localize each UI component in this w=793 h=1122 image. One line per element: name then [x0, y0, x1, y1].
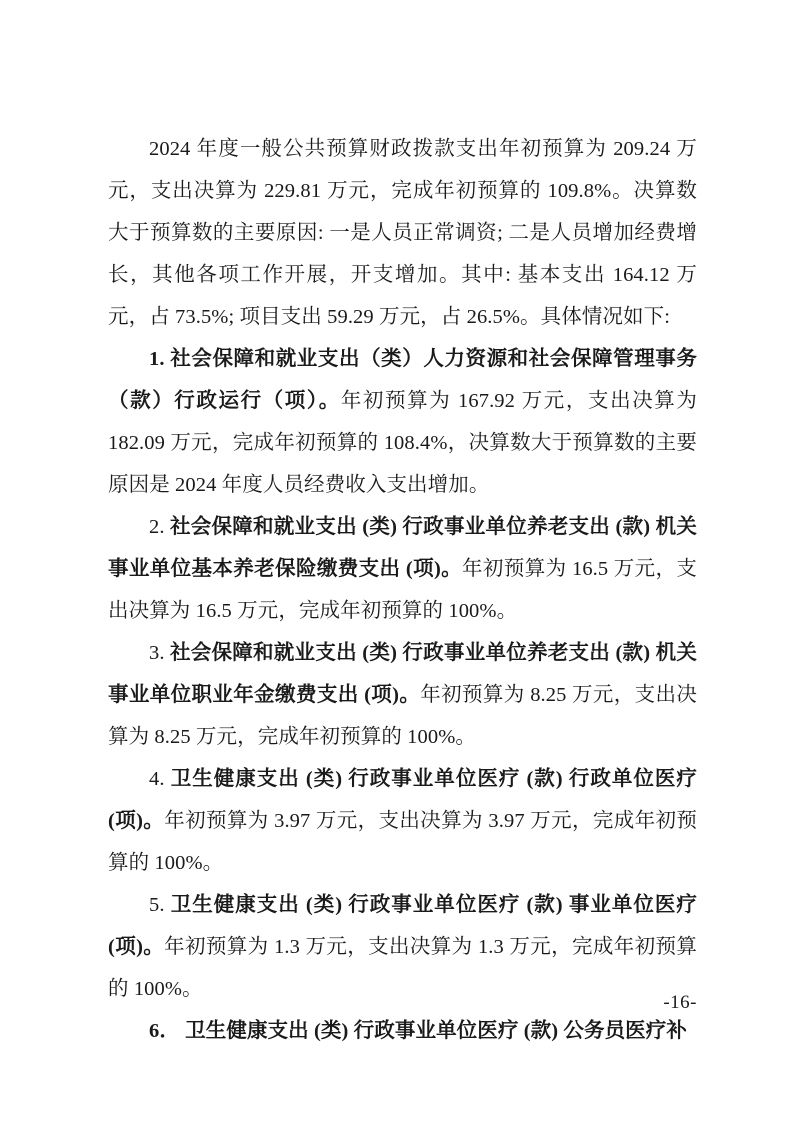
- text-run: 4.: [149, 768, 171, 790]
- paragraph-7: [108, 1010, 697, 1052]
- text-run: 3.: [149, 642, 170, 664]
- text-run: 年初预算为 8.25 万元，支出决算为 8.25 万元，完成年初预算的 100%。: [108, 684, 697, 748]
- paragraph-1: [108, 128, 697, 338]
- paragraph-5: [108, 758, 697, 884]
- paragraph-6: [108, 884, 697, 1010]
- paragraph-3: [108, 506, 697, 632]
- page-number: -16-: [663, 992, 697, 1013]
- paragraph-2: [108, 338, 697, 506]
- text-run: 年初预算为 167.92 万元，支出决算为 182.09 万元，完成年初预算的 108.4%，决算数大于预算数的主要原因是 2024 年度人员经费收入支出增加。: [108, 390, 697, 496]
- text-run: 社会保障和就业支出 (类) 行政事业单位养老支出 (款) 机关事业单位基本养老保险缴费支出 (项)。: [108, 516, 697, 580]
- text-run: 社会保障和就业支出 (类) 行政事业单位养老支出 (款) 机关事业单位职业年金缴费支出 (项)。: [108, 642, 697, 706]
- paragraph-4: [108, 632, 697, 758]
- text-run: 6． 卫生健康支出 (类) 行政事业单位医疗 (款) 公务员医疗补: [149, 1020, 687, 1042]
- text-run: 5.: [149, 894, 171, 916]
- text-run: 2.: [149, 516, 170, 538]
- text-run: 2024 年度一般公共预算财政拨款支出年初预算为 209.24 万元，支出决算为 229.81 万元，完成年初预算的 109.8%。决算数大于预算数的主要原因: 一是人员正常调资; 二是人员增加经费增长，其他各项工作开展，开支增加。其中: 基本支出 164.12 万元，占 73.5%; 项目支出 59.29 万元，占 26.5%。具体情况如下:: [108, 138, 697, 328]
- text-run: 1. 社会保障和就业支出（类）人力资源和社会保障管理事务（款）行政运行（项）。: [108, 348, 697, 412]
- text-run: 卫生健康支出 (类) 行政事业单位医疗 (款) 行政单位医疗 (项)。: [108, 768, 697, 832]
- text-run: 卫生健康支出 (类) 行政事业单位医疗 (款) 事业单位医疗 (项)。: [108, 894, 697, 958]
- text-run: 年初预算为 16.5 万元，支出决算为 16.5 万元，完成年初预算的 100%。: [108, 558, 697, 622]
- text-run: 年初预算为 1.3 万元，支出决算为 1.3 万元，完成年初预算的 100%。: [108, 936, 697, 1000]
- document-body: [108, 128, 697, 1052]
- text-run: 年初预算为 3.97 万元，支出决算为 3.97 万元，完成年初预算的 100%。: [108, 810, 697, 874]
